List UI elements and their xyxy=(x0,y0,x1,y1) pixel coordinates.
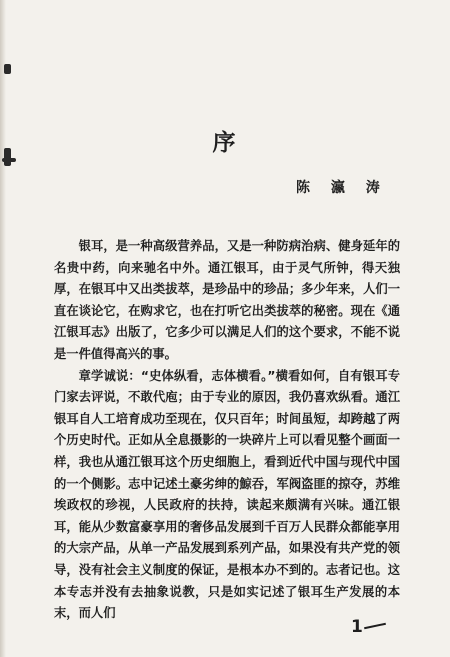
page-title: 序 xyxy=(212,130,238,156)
paragraph: 银耳，是一种高级营养品，又是一种防病治病、健身延年的名贵中药，向来驰名中外。通江银耳，由于灵气所钟，得天独厚，在银耳中又出类拔萃，是珍品中的珍品；多少年来，人们一直在谈论它，在购求它，也在打听它出类拔萃的秘密。现在《通江银耳志》出版了，它多少可以满足人们的这个要求，不能不说是一件值得高兴的事。 xyxy=(54,239,400,361)
page-number: 1 xyxy=(351,617,363,637)
paragraph: 章学诚说：“史体纵看，志体横看。”横看如何，自有银耳专门家去评说，不敢代庖；由于专业的原因，我仍喜欢纵看。通江银耳自人工培育成功至现在，仅只百年；时间虽短，却跨越了两个历史时代。正如从全息摄影的一块碎片上可以看见整个画面一样，我也从通江银耳这个历史细胞上，看到近代中国与现代中国的一个侧影。志中记述土豪劣绅的鯨吞，军阀盗匪的掠夺，苏维埃政权的珍视，人民政府的扶持，读起来颇满有兴味。通江银耳，能从少数富豪享用的奢侈品发展到千百万人民群众都能享用的大宗产品，从单一产品发展到系列产品，如果没有共产党的领导，没有社会主义制度的保证，是根本办不到的。志者记也。这本专志并没有去抽象说教，只是如实记述了银耳生产发展的本末，而人们 xyxy=(54,368,400,621)
author-name: 陈 瀛 涛 xyxy=(296,180,388,196)
preface-body xyxy=(54,236,400,625)
binding-mark xyxy=(4,64,11,74)
scan-edge xyxy=(0,0,6,657)
binding-mark xyxy=(2,158,16,162)
